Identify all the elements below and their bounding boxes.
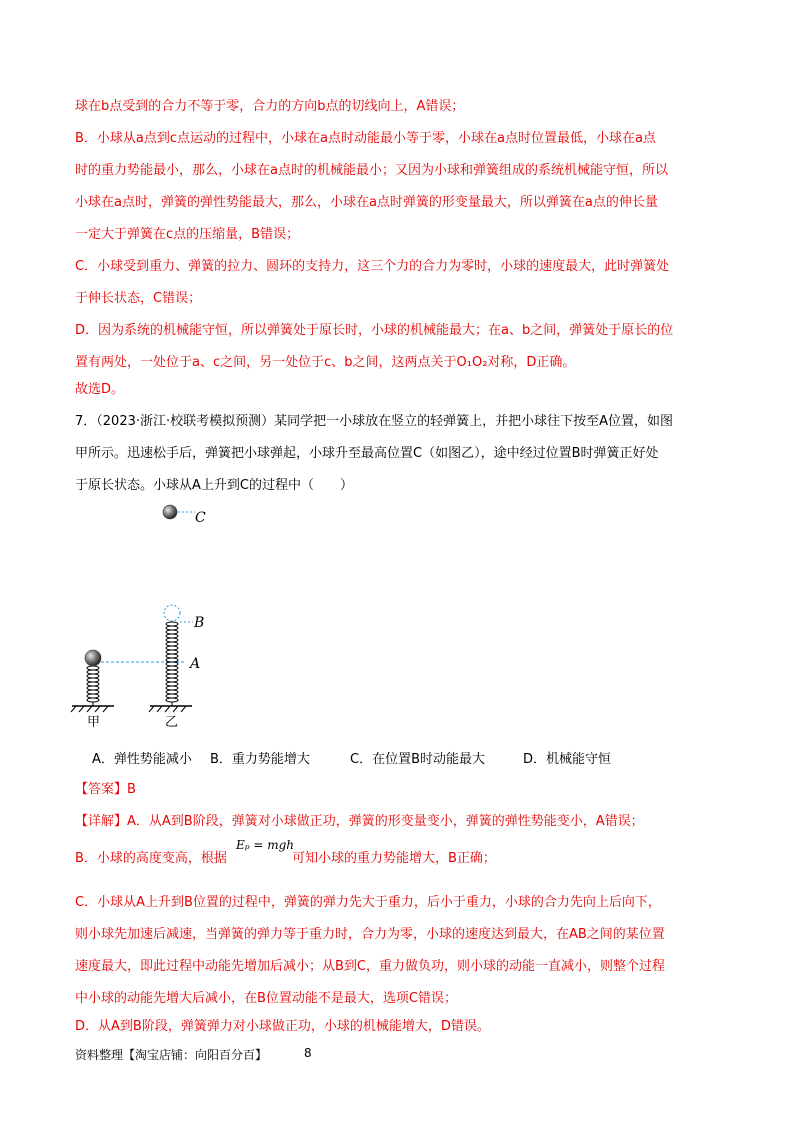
option-d: D．机械能守恒 xyxy=(523,752,612,767)
spring-jia xyxy=(87,666,99,706)
text-line: 时的重力势能最小，那么，小球在a点时的机械能最小；又因为小球和弹簧组成的系统机械能守恒，所以 xyxy=(75,163,668,178)
detail-line: C．小球从A上升到B位置的过程中，弹簧的弹力先大于重力，后小于重力，小球的合力先向上后向下， xyxy=(75,895,661,910)
text-line: D．因为系统的机械能守恒，所以弹簧处于原长时，小球的机械能最大；在a、b之间，弹簧处于原长的位 xyxy=(75,323,674,338)
detail-line: D．从A到B阶段，弹簧弹力对小球做正功，小球的机械能增大，D错误。 xyxy=(75,1019,490,1034)
text-line: 小球在a点时，弹簧的弹性势能最大，那么，小球在a点时弹簧的形变量最大，所以弹簧在a点的伸长量 xyxy=(75,195,658,210)
page-number: 8 xyxy=(304,1046,312,1060)
label-c: C xyxy=(195,510,206,526)
label-yi: 乙 xyxy=(165,715,179,730)
option-c: C．在位置B时动能最大 xyxy=(350,752,485,767)
detail-line: 可知小球的重力势能增大，B正确； xyxy=(292,851,496,866)
label-jia: 甲 xyxy=(87,715,101,730)
detail-line: 【详解】A．从A到B阶段，弹簧对小球做正功，弹簧的形变量变小，弹簧的弹性势能变小，A错误； xyxy=(75,814,644,829)
text-line: 于伸长状态，C错误； xyxy=(75,291,202,306)
spring-yi xyxy=(166,622,178,706)
footer-source: 资料整理【淘宝店铺：向阳百分百】 xyxy=(75,1048,268,1062)
formula-ep: Eₚ = mgh xyxy=(236,838,295,852)
text-line: 置有两处，一处位于a、c之间，另一处位于c、b之间，这两点关于O₁O₂对称，D正确。 xyxy=(75,355,576,370)
answer-line: 【答案】B xyxy=(75,782,136,797)
detail-line: 中小球的动能先增大后减小，在B位置动能不是最大，选项C错误； xyxy=(75,991,457,1006)
ball-a xyxy=(85,650,101,666)
ball-c xyxy=(163,505,177,519)
question-line: 甲所示。迅速松手后，弹簧把小球弹起，小球升至最高位置C（如图乙），途中经过位置B时弹簧正好处 xyxy=(75,446,659,461)
question-line: 于原长状态。小球从A上升到C的过程中（ ） xyxy=(75,478,353,493)
ball-b-outline xyxy=(164,605,180,621)
text-line: 球在b点受到的合力不等于零，合力的方向b点的切线向上，A错误； xyxy=(75,99,465,114)
option-b: B．重力势能增大 xyxy=(210,752,310,767)
option-a: A．弹性势能减小 xyxy=(92,752,192,767)
text-line: C．小球受到重力、弹簧的拉力、圆环的支持力，这三个力的合力为零时，小球的速度最大，此时弹簧处 xyxy=(75,259,670,274)
detail-line: 速度最大，即此过程中动能先增加后减小；从B到C，重力做负功，则小球的动能一直减小，则整个过程 xyxy=(75,959,665,974)
ground-hatch-yi xyxy=(149,706,186,712)
ground-hatch-jia xyxy=(71,706,108,712)
detail-line: B．小球的高度变高，根据 xyxy=(75,851,227,866)
text-line: 一定大于弹簧在c点的压缩量，B错误； xyxy=(75,227,300,242)
text-line: B．小球从a点到c点运动的过程中，小球在a点时动能最小等于零，小球在a点时位置最低，小球在a点 xyxy=(75,131,656,146)
text-line: 故选D。 xyxy=(75,382,125,397)
detail-line: 则小球先加速后减速，当弹簧的弹力等于重力时，合力为零，小球的速度达到最大，在AB之间的某位置 xyxy=(75,927,665,942)
label-a: A xyxy=(190,656,201,672)
question-line: 7．（2023·浙江·校联考模拟预测）某同学把一小球放在竖立的轻弹簧上，并把小球往下按至A位置，如图 xyxy=(75,414,674,429)
label-b: B xyxy=(194,615,205,631)
